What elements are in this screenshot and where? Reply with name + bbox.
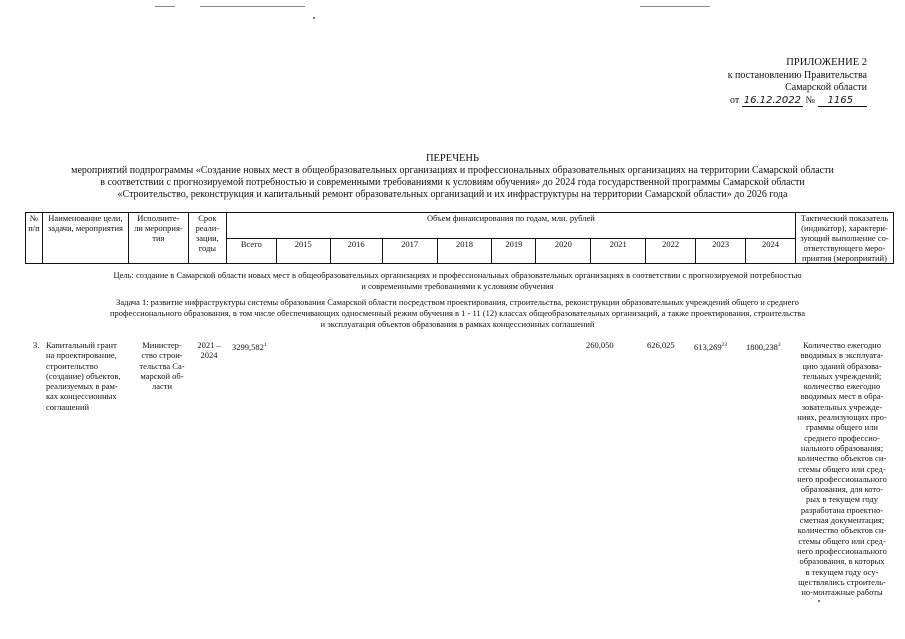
title-line: мероприятий подпрограммы «Создание новых мест в общеобразовательных организациях и профессиональных образовательных организациях на территории Самарской области <box>71 165 834 176</box>
funding-table-header <box>25 212 894 264</box>
row-2023: 613,269$^{23}$ <box>694 341 728 352</box>
appendix-line: к постановлению Правительства <box>727 69 867 81</box>
scan-speck <box>313 17 315 19</box>
task-text: Задача 1: развитие инфраструктуры системы образования Самарской области посредством проектирования, строительства, реконструкции образовательных учреждений общего и среднего профессионального образования, в том числе обеспечивающих односменный режим обучения в 1 - 11 (12) классах общеобразовательных организаций, а также проектирования, строительства и эксплуатация объектов образования в рамках концессионных соглашений <box>110 297 805 329</box>
row-2024: 1800,238$^3$ <box>746 341 781 352</box>
scan-artifact-line <box>200 6 305 7</box>
header-year: 2021 <box>591 238 646 264</box>
header-year: 2018 <box>437 238 492 264</box>
row-2021: 260,050 <box>586 340 614 350</box>
appendix-block <box>667 57 867 107</box>
header-indicator: Тактический показатель (индикатор), характери- зующий выполнение со- ответствующего меро- приятия (мероприятий) <box>795 213 893 264</box>
row-2022: 626,025 <box>647 340 675 350</box>
title-heading: ПЕРЕЧЕНЬ <box>425 153 480 164</box>
title-line: «Строительство, реконструкция и капитальный ремонт образовательных организаций и их инфраструктуры на территории Самарской области» до 2026 года <box>117 189 788 200</box>
document-title <box>0 153 905 201</box>
row-measure-name: Капитальный грант на проектирование, строительство (создание) объектов, реализуемых в рам- ках концессионных соглашений <box>46 340 121 412</box>
header-year: 2016 <box>330 238 382 264</box>
handwritten-date: 16.12.2022 <box>743 94 801 106</box>
scan-artifact-line <box>640 6 710 7</box>
row-number: 3. <box>33 340 40 350</box>
scan-speck <box>818 600 820 602</box>
title-line: в соответствии с прогнозируемой потребностью и современными требованиями к условиям обучения» до 2024 года государственной программы Самарской области <box>100 177 805 188</box>
header-year: 2015 <box>276 238 330 264</box>
appendix-line: Самарской области <box>785 82 867 93</box>
row-executor: Министер- ство строи- тельства Са- марской об- ласти <box>139 340 185 392</box>
header-year: 2017 <box>382 238 437 264</box>
header-executor: Исполните- ли мероприя- тия <box>128 213 188 264</box>
header-funding: Объем финансирования по годам, млн. рублей <box>226 213 795 239</box>
header-year: 2022 <box>646 238 696 264</box>
appendix-title: ПРИЛОЖЕНИЕ 2 <box>786 57 867 68</box>
row-indicator: Количество ежегодно вводимых в эксплуата- цию зданий образова- тельных учреждений; количество ежегодно вводимых мест в обра- зовательных учрежде- ниях, реализующих про- граммы общего или среднего профессио- нального образования; количество объектов си- стемы общего или сред- него профессионального образования, для кото- рых в текущем году разработана проектно- сметная документация; количество объектов си- стемы общего или сред- него профессионального образования, в которых в текущем году осу- ществлялись строитель- но-монтажные работы <box>797 340 887 598</box>
appendix-date-line: от 16.12.2022 № 1165 <box>667 95 867 108</box>
header-year: 2020 <box>536 238 591 264</box>
row-total: 3299,582$^1$ <box>232 341 267 352</box>
header-total: Всего <box>226 238 276 264</box>
header-year: 2023 <box>696 238 746 264</box>
header-year: 2024 <box>746 238 796 264</box>
header-name: Наименование цели, задачи, мероприятия <box>42 213 128 264</box>
header-num: № п/п <box>26 213 43 264</box>
header-term: Срок реали- зации, годы <box>188 213 226 264</box>
goal-text: Цель: создание в Самарской области новых мест в общеобразовательных организациях и профессиональных образовательных организациях в соответствии с прогнозируемой потребностью и современными требованиями к условиям обучения <box>113 270 802 291</box>
row-term: 2021 – 2024 <box>197 340 221 361</box>
header-year: 2019 <box>492 238 536 264</box>
scan-artifact-line <box>155 6 175 7</box>
handwritten-number: 1165 <box>818 95 867 107</box>
